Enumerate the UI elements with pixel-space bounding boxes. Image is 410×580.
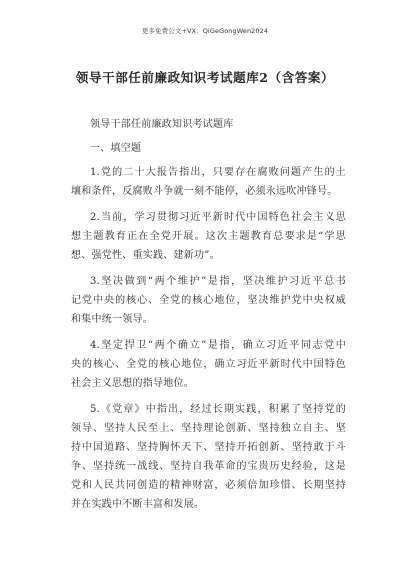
paragraph-line: 5.《党章》中指出，经过长期实践，积累了坚持党的 (90, 404, 346, 415)
paragraph-line: 和集中统一领导。 (71, 314, 153, 325)
paragraph-line: 4.坚定捍卫“两个确立”是指，确立习近平同志党中 (90, 340, 346, 351)
paragraph-5 (71, 400, 346, 514)
paragraph-line: 持中国道路、坚持胸怀天下、坚持开拓创新、坚持敢于斗 (71, 442, 346, 453)
paragraph-line: 记党中央的核心、全党的核心地位，坚决维护党中央权威 (71, 295, 346, 306)
paragraph-2 (71, 208, 346, 265)
paragraph-line: 3.坚决做到“两个维护”是指，坚决维护习近平总书 (90, 276, 346, 287)
document-body (71, 115, 346, 514)
paragraph-line: 央的核心、全党的核心地位，确立习近平新时代中国特色 (71, 359, 346, 370)
paragraph-line: 并在实践中不断丰富和发展。 (71, 499, 205, 510)
paragraph-3 (71, 272, 346, 329)
paragraph-line: 2.当前，学习贯彻习近平新时代中国特色社会主义思 (90, 212, 346, 223)
paragraph-1 (71, 163, 346, 201)
document-title: 领导干部任前廉政知识考试题库2（含答案） (75, 70, 335, 85)
paragraph-line: 争、坚持统一战线、坚持自我革命的宝贵历史经验，这是 (71, 461, 346, 472)
paragraph-line: 想主题教育正在全党开展。这次主题教育总要求是“学思 (71, 231, 346, 242)
paragraph-line: 社会主义思想的指导地位。 (71, 378, 194, 389)
paragraph-line: 领导、坚持人民至上、坚持理论创新、坚持独立自主、坚 (71, 423, 346, 434)
paragraph-line: 想、强党性、重实践、建新功”。 (71, 250, 220, 261)
paragraph-line: 壤和条件，反腐败斗争就一刻不能停，必须永远吹冲锋号。 (71, 186, 338, 197)
header-note: 更多免费公文+VX：QiGeGongWen2024 (141, 27, 269, 35)
section-heading: 一、填空题 (90, 143, 142, 154)
paragraph-line: 1.党的二十大报告指出，只要存在腐败问题产生的土 (90, 167, 346, 178)
document-subtitle: 领导干部任前廉政知识考试题库 (90, 119, 234, 130)
paragraph-line: 党和人民共同创造的精神财富，必须倍加珍惜、长期坚持 (71, 480, 346, 491)
paragraph-4 (71, 336, 346, 393)
